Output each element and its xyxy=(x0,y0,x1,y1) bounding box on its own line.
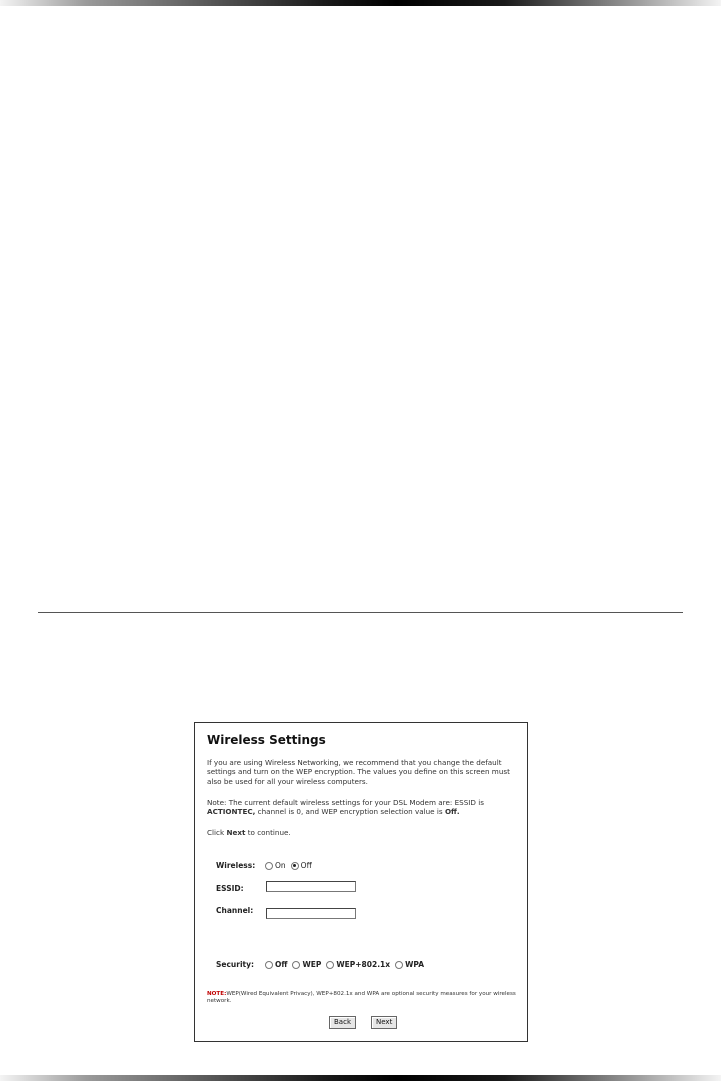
security-off-radio[interactable] xyxy=(265,961,273,969)
footnote-label: NOTE: xyxy=(207,991,227,997)
wireless-label: Wireless: xyxy=(216,861,256,870)
security-wpa-label: WPA xyxy=(405,960,424,969)
wireless-radio-group xyxy=(265,861,317,870)
bottom-decorative-bar xyxy=(0,1075,721,1081)
note-prefix: Note: The current default wireless settings for your DSL Modem are: ESSID is xyxy=(207,798,484,807)
channel-input[interactable] xyxy=(266,908,356,919)
wireless-settings-panel xyxy=(194,722,528,1042)
next-button[interactable]: Next xyxy=(371,1016,397,1029)
click-prefix: Click xyxy=(207,828,225,837)
security-off-label: Off xyxy=(275,960,288,969)
wireless-off-radio[interactable] xyxy=(291,862,299,870)
wireless-on-label: On xyxy=(275,861,286,870)
click-next-label: Next xyxy=(226,828,246,837)
security-label: Security: xyxy=(216,960,255,969)
top-decorative-bar xyxy=(0,0,721,6)
security-wpa-option[interactable] xyxy=(395,960,424,969)
security-wep-label: WEP xyxy=(302,960,322,969)
security-wep8021x-radio[interactable] xyxy=(326,961,334,969)
security-wep-radio[interactable] xyxy=(292,961,300,969)
channel-label: Channel: xyxy=(216,906,254,915)
wireless-off-option[interactable] xyxy=(291,861,312,870)
essid-input[interactable] xyxy=(266,881,356,892)
note-wep-value: Off. xyxy=(444,807,460,817)
wireless-on-radio[interactable] xyxy=(265,862,273,870)
default-settings-note xyxy=(207,798,519,817)
intro-paragraph: If you are using Wireless Networking, we recommend that you change the default settings and turn on the WEP encryption. The values you define on this screen must also be used for all your wireless computers. xyxy=(207,758,510,786)
security-wep8021x-option[interactable] xyxy=(326,960,390,969)
footnote-text: WEP(Wired Equivalent Privacy), WEP+802.1x and WPA are optional security measures for your wireless network. xyxy=(207,991,516,1004)
click-suffix: to continue. xyxy=(247,828,291,837)
security-wpa-radio[interactable] xyxy=(395,961,403,969)
essid-label: ESSID: xyxy=(216,884,244,893)
wireless-on-option[interactable] xyxy=(265,861,286,870)
continue-instruction xyxy=(207,828,519,837)
horizontal-divider xyxy=(38,612,683,613)
back-button[interactable]: Back xyxy=(329,1016,356,1029)
security-wep-option[interactable] xyxy=(292,960,321,969)
note-mid: channel is 0, and WEP encryption selection value is xyxy=(257,807,443,817)
security-radio-group xyxy=(265,960,429,969)
security-wep8021x-label: WEP+802.1x xyxy=(336,960,391,969)
security-footnote xyxy=(207,991,525,1005)
wireless-off-label: Off xyxy=(300,861,312,870)
panel-title: Wireless Settings xyxy=(207,733,326,747)
security-off-option[interactable] xyxy=(265,960,287,969)
note-essid: ACTIONTEC, xyxy=(207,807,256,817)
